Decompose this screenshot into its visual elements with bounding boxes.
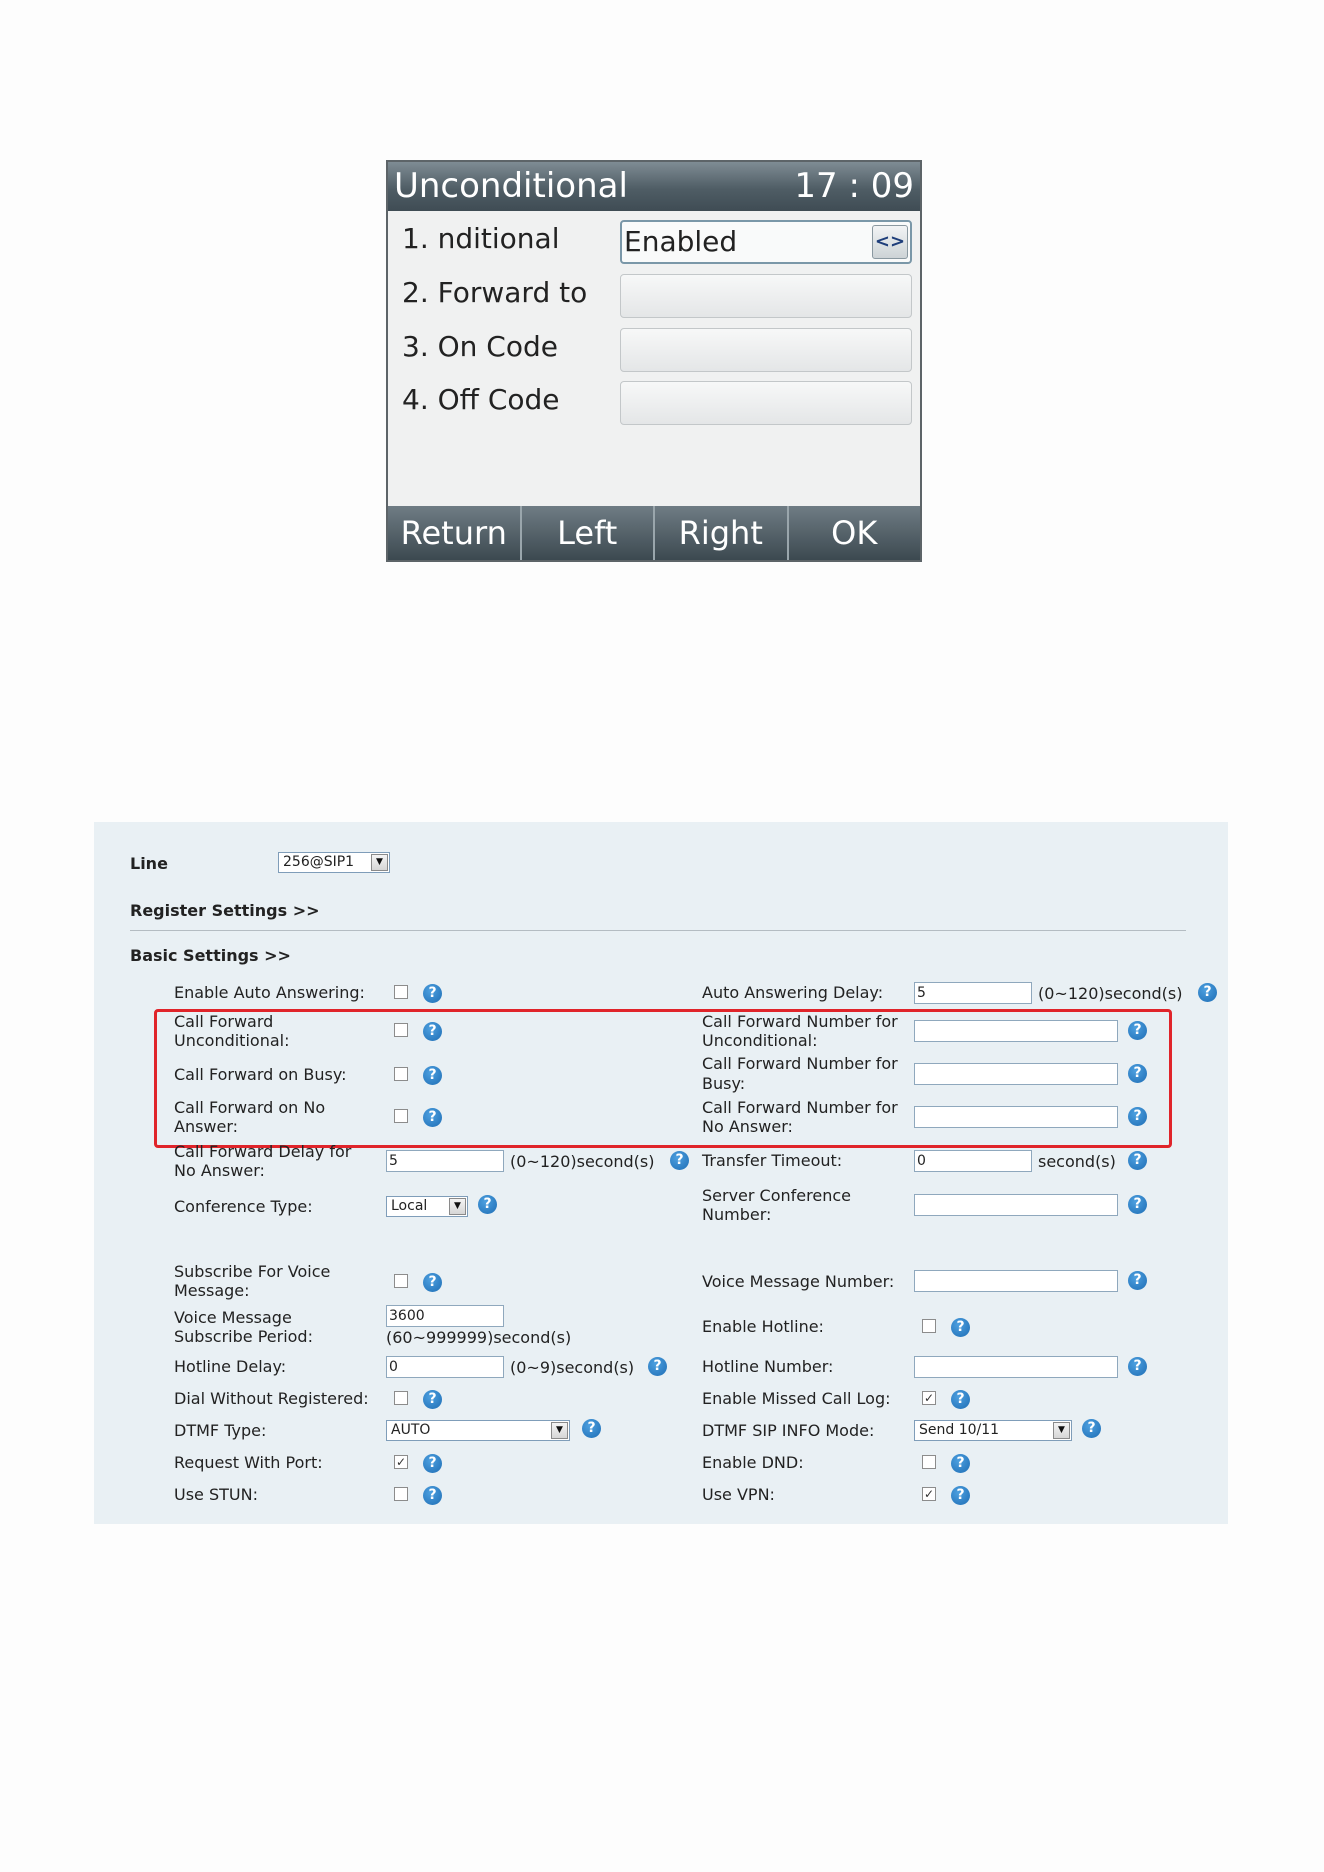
help-icon[interactable]: ? xyxy=(648,1357,667,1376)
help-icon[interactable]: ? xyxy=(951,1486,970,1505)
phone-row-label: 2. Forward to xyxy=(402,276,588,309)
help-icon[interactable]: ? xyxy=(423,1022,442,1041)
help-icon[interactable]: ? xyxy=(423,1486,442,1505)
enable-dnd-label: Enable DND: xyxy=(702,1453,804,1472)
enable-hotline-label: Enable Hotline: xyxy=(702,1317,824,1336)
help-icon[interactable]: ? xyxy=(423,1066,442,1085)
cf-no-answer-label-line1: Call Forward on No xyxy=(174,1098,326,1117)
help-icon[interactable]: ? xyxy=(1128,1151,1147,1170)
phone-row-label: 1. nditional xyxy=(402,222,560,255)
auto-answering-delay-unit: (0~120)second(s) xyxy=(1038,984,1183,1003)
cf-busy-label: Call Forward on Busy: xyxy=(174,1065,347,1084)
vm-subscribe-period-label-line1: Voice Message xyxy=(174,1308,292,1327)
chevron-down-icon: ▼ xyxy=(551,1422,568,1439)
help-icon[interactable]: ? xyxy=(1198,983,1217,1002)
server-conference-number-label-line1: Server Conference xyxy=(702,1186,851,1205)
call-forward-highlight-box xyxy=(154,1009,1172,1148)
transfer-timeout-label: Transfer Timeout: xyxy=(702,1151,843,1170)
cf-delay-unit: (0~120)second(s) xyxy=(510,1152,655,1171)
cf-delay-label-line2: No Answer: xyxy=(174,1161,265,1180)
cf-number-no-answer-label-line2: No Answer: xyxy=(702,1117,793,1136)
cf-number-busy-label-line2: Busy: xyxy=(702,1074,746,1093)
phone-row-unconditional[interactable] xyxy=(388,214,920,264)
phone-row-forward-to[interactable] xyxy=(388,268,920,318)
auto-answering-delay-label: Auto Answering Delay: xyxy=(702,983,884,1002)
enable-missed-call-log-label: Enable Missed Call Log: xyxy=(702,1389,891,1408)
phone-title: Unconditional xyxy=(394,166,628,206)
softkey-ok[interactable]: OK xyxy=(831,514,878,552)
help-icon[interactable]: ? xyxy=(423,984,442,1003)
help-icon[interactable]: ? xyxy=(1128,1064,1147,1083)
help-icon[interactable]: ? xyxy=(423,1108,442,1127)
help-icon[interactable]: ? xyxy=(1128,1107,1147,1126)
hotline-delay-input[interactable]: 0 xyxy=(386,1356,504,1378)
hotline-number-label: Hotline Number: xyxy=(702,1357,834,1376)
phone-header xyxy=(388,162,920,211)
chevron-down-icon: ▼ xyxy=(371,854,388,871)
help-icon[interactable]: ? xyxy=(951,1390,970,1409)
dtmf-type-label: DTMF Type: xyxy=(174,1421,267,1440)
help-icon[interactable]: ? xyxy=(951,1454,970,1473)
conference-type-value: Local xyxy=(391,1198,428,1214)
cf-delay-input[interactable]: 5 xyxy=(386,1150,504,1172)
vm-subscribe-period-label-line2: Subscribe Period: xyxy=(174,1327,313,1346)
help-icon[interactable]: ? xyxy=(478,1195,497,1214)
enable-auto-answering-checkbox[interactable] xyxy=(394,985,408,999)
voice-message-number-input[interactable] xyxy=(914,1270,1118,1292)
dtmf-type-value: AUTO xyxy=(391,1422,431,1438)
subscribe-voice-message-checkbox[interactable] xyxy=(394,1274,408,1288)
basic-settings-link[interactable]: Basic Settings >> xyxy=(130,946,291,965)
phone-row-label: 4. Off Code xyxy=(402,383,560,416)
cf-unconditional-label-line2: Unconditional: xyxy=(174,1031,290,1050)
enable-missed-call-log-checkbox[interactable]: ✓ xyxy=(923,1391,935,1405)
use-vpn-checkbox[interactable]: ✓ xyxy=(923,1487,935,1501)
left-right-arrows-icon[interactable]: <> xyxy=(872,225,908,259)
help-icon[interactable]: ? xyxy=(1128,1271,1147,1290)
subscribe-voice-message-label-line1: Subscribe For Voice xyxy=(174,1262,331,1281)
on-code-field[interactable] xyxy=(620,328,912,372)
hotline-number-input[interactable] xyxy=(914,1356,1118,1378)
help-icon[interactable]: ? xyxy=(951,1318,970,1337)
phone-screen xyxy=(386,160,922,562)
enable-hotline-checkbox[interactable] xyxy=(922,1319,936,1333)
subscribe-voice-message-label-line2: Message: xyxy=(174,1281,250,1300)
section-divider xyxy=(130,930,1186,931)
dtmf-sip-info-mode-value: Send 10/11 xyxy=(919,1422,1000,1438)
hotline-delay-label: Hotline Delay: xyxy=(174,1357,287,1376)
dtmf-type-select[interactable] xyxy=(386,1420,570,1441)
transfer-timeout-input[interactable]: 0 xyxy=(914,1150,1032,1172)
auto-answering-delay-input[interactable]: 5 xyxy=(914,982,1032,1004)
help-icon[interactable]: ? xyxy=(423,1390,442,1409)
off-code-field[interactable] xyxy=(620,381,912,425)
conference-type-select[interactable] xyxy=(386,1196,468,1217)
vm-subscribe-period-input[interactable]: 3600 xyxy=(386,1305,504,1327)
help-icon[interactable]: ? xyxy=(1128,1195,1147,1214)
cf-number-no-answer-label-line1: Call Forward Number for xyxy=(702,1098,898,1117)
hotline-delay-unit: (0~9)second(s) xyxy=(510,1358,635,1377)
register-settings-link[interactable]: Register Settings >> xyxy=(130,901,320,920)
request-with-port-checkbox[interactable]: ✓ xyxy=(395,1455,407,1469)
help-icon[interactable]: ? xyxy=(1082,1419,1101,1438)
help-icon[interactable]: ? xyxy=(670,1151,689,1170)
cf-number-unconditional-label-line1: Call Forward Number for xyxy=(702,1012,898,1031)
enable-dnd-checkbox[interactable] xyxy=(922,1455,936,1469)
help-icon[interactable]: ? xyxy=(1128,1357,1147,1376)
line-label: Line xyxy=(130,854,168,873)
server-conference-number-input[interactable] xyxy=(914,1194,1118,1216)
phone-row-on-code[interactable] xyxy=(388,322,920,372)
softkey-bar xyxy=(388,506,920,560)
cf-number-unconditional-label-line2: Unconditional: xyxy=(702,1031,818,1050)
chevron-down-icon: ▼ xyxy=(449,1198,466,1215)
cf-delay-label-line1: Call Forward Delay for xyxy=(174,1142,352,1161)
phone-clock: 17 : 09 xyxy=(794,166,914,206)
dtmf-sip-info-mode-select[interactable] xyxy=(914,1420,1072,1441)
line-select[interactable] xyxy=(278,852,390,873)
chevron-down-icon: ▼ xyxy=(1053,1422,1070,1439)
unconditional-selector[interactable] xyxy=(620,220,912,264)
phone-row-off-code[interactable] xyxy=(388,375,920,425)
help-icon[interactable]: ? xyxy=(423,1273,442,1292)
enable-auto-answering-label: Enable Auto Answering: xyxy=(174,983,365,1002)
use-stun-label: Use STUN: xyxy=(174,1485,258,1504)
line-settings-panel xyxy=(94,822,1228,1524)
dial-without-registered-label: Dial Without Registered: xyxy=(174,1389,369,1408)
softkey-right[interactable]: Right xyxy=(655,506,789,560)
dtmf-sip-info-mode-label: DTMF SIP INFO Mode: xyxy=(702,1421,875,1440)
help-icon[interactable]: ? xyxy=(582,1419,601,1438)
help-icon[interactable]: ? xyxy=(423,1454,442,1473)
server-conference-number-label-line2: Number: xyxy=(702,1205,772,1224)
transfer-timeout-unit: second(s) xyxy=(1038,1152,1116,1171)
softkey-left[interactable]: Left xyxy=(522,506,656,560)
unconditional-value: Enabled xyxy=(624,225,738,258)
use-stun-checkbox[interactable] xyxy=(394,1487,408,1501)
line-select-value: 256@SIP1 xyxy=(283,854,355,870)
cf-no-answer-label-line2: Answer: xyxy=(174,1117,239,1136)
softkey-return[interactable]: Return xyxy=(388,506,522,560)
phone-row-label: 3. On Code xyxy=(402,330,558,363)
vm-subscribe-period-unit: (60~999999)second(s) xyxy=(386,1328,572,1347)
request-with-port-label: Request With Port: xyxy=(174,1453,323,1472)
conference-type-label: Conference Type: xyxy=(174,1197,313,1216)
forward-to-field[interactable] xyxy=(620,274,912,318)
cf-unconditional-label-line1: Call Forward xyxy=(174,1012,274,1031)
voice-message-number-label: Voice Message Number: xyxy=(702,1272,895,1291)
dial-without-registered-checkbox[interactable] xyxy=(394,1391,408,1405)
cf-number-busy-label-line1: Call Forward Number for xyxy=(702,1054,898,1073)
use-vpn-label: Use VPN: xyxy=(702,1485,775,1504)
help-icon[interactable]: ? xyxy=(1128,1021,1147,1040)
